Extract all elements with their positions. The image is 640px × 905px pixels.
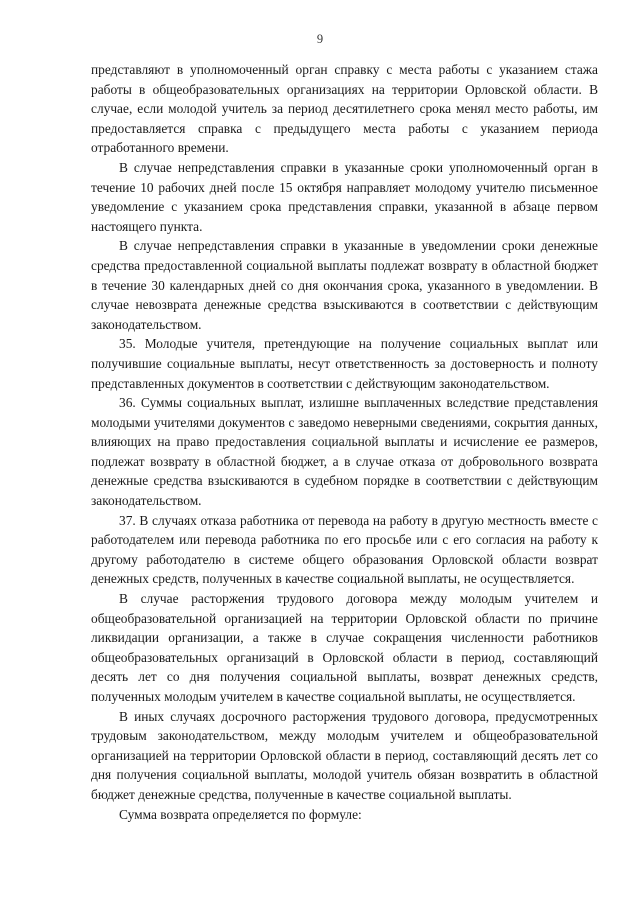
paragraph-item-36: 36. Суммы социальных выплат, излишне выплаченных вследствие представления молодыми учителями документов с заведомо неверными сведениями, сокрытия данных, влияющих на право предоставления социальной выплаты и исчисление ее размеров, подлежат возврату в областной бюджет, а в случае отказа от добровольного возврата денежные средства взыскиваются в судебном порядке в соответствии с действующим законодательством. [91,395,598,509]
paragraph-continuation: представляют в уполномоченный орган справку с места работы с указанием стажа работы в общеобразовательных организациях на территории Орловской области. В случае, если молодой учитель за период десятилетнего срока менял место работы, им предоставляется справка с предыдущего места работы с указанием периода отработанного времени. [91,62,598,156]
paragraph-liquidation: В случае расторжения трудового договора между молодым учителем и общеобразовательной организацией на территории Орловской области по причине ликвидации организации, а также в случае сокращения численности работников общеобразовательных организаций в Орловской области в период, составляющий десять лет со дня получения социальной выплаты, возврат денежных средств, полученных молодым учителем в качестве социальной выплаты, не осуществляется. [91,591,598,704]
paragraph-item-37: 37. В случаях отказа работника от перевода на работу в другую местность вместе с работодателем или перевода работника по его просьбе или с его согласия на работу к другому работодателю в системе общего образования Орловской области возврат денежных средств, полученных в качестве социальной выплаты, не осуществляется. [91,512,598,587]
document-body [91,60,598,824]
paragraph-item-35: 35. Молодые учителя, претендующие на получение социальных выплат или получившие социальные выплаты, несут ответственность за достоверность и полноту представленных документов в соответствии с действующим законодательством. [91,336,598,391]
paragraph-notice: В случае непредставления справки в указанные сроки уполномоченный орган в течение 10 рабочих дней после 15 октября направляет молодому учителю письменное уведомление с указанием срока представления справки, указанной в абзаце первом настоящего пункта. [91,159,598,234]
page-number: 9 [316,32,324,46]
paragraph-refund-deadline: В случае непредставления справки в указанные в уведомлении сроки денежные средства предоставленной социальной выплаты подлежат возврату в областной бюджет в течение 30 календарных дней со дня окончания срока, указанного в уведомлении. В случае невозврата денежные средства взыскиваются в соответствии с действующим законодательством. [91,238,598,332]
paragraph-early-termination: В иных случаях досрочного расторжения трудового договора, предусмотренных трудовым законодательством, между молодым учителем и общеобразовательной организацией на территории Орловской области в период, составляющий десять лет со дня получения социальной выплаты, молодой учитель обязан возвратить в областной бюджет денежные средства, полученные в качестве социальной выплаты. [91,708,598,802]
paragraph-formula-intro: Сумма возврата определяется по формуле: [119,806,362,822]
